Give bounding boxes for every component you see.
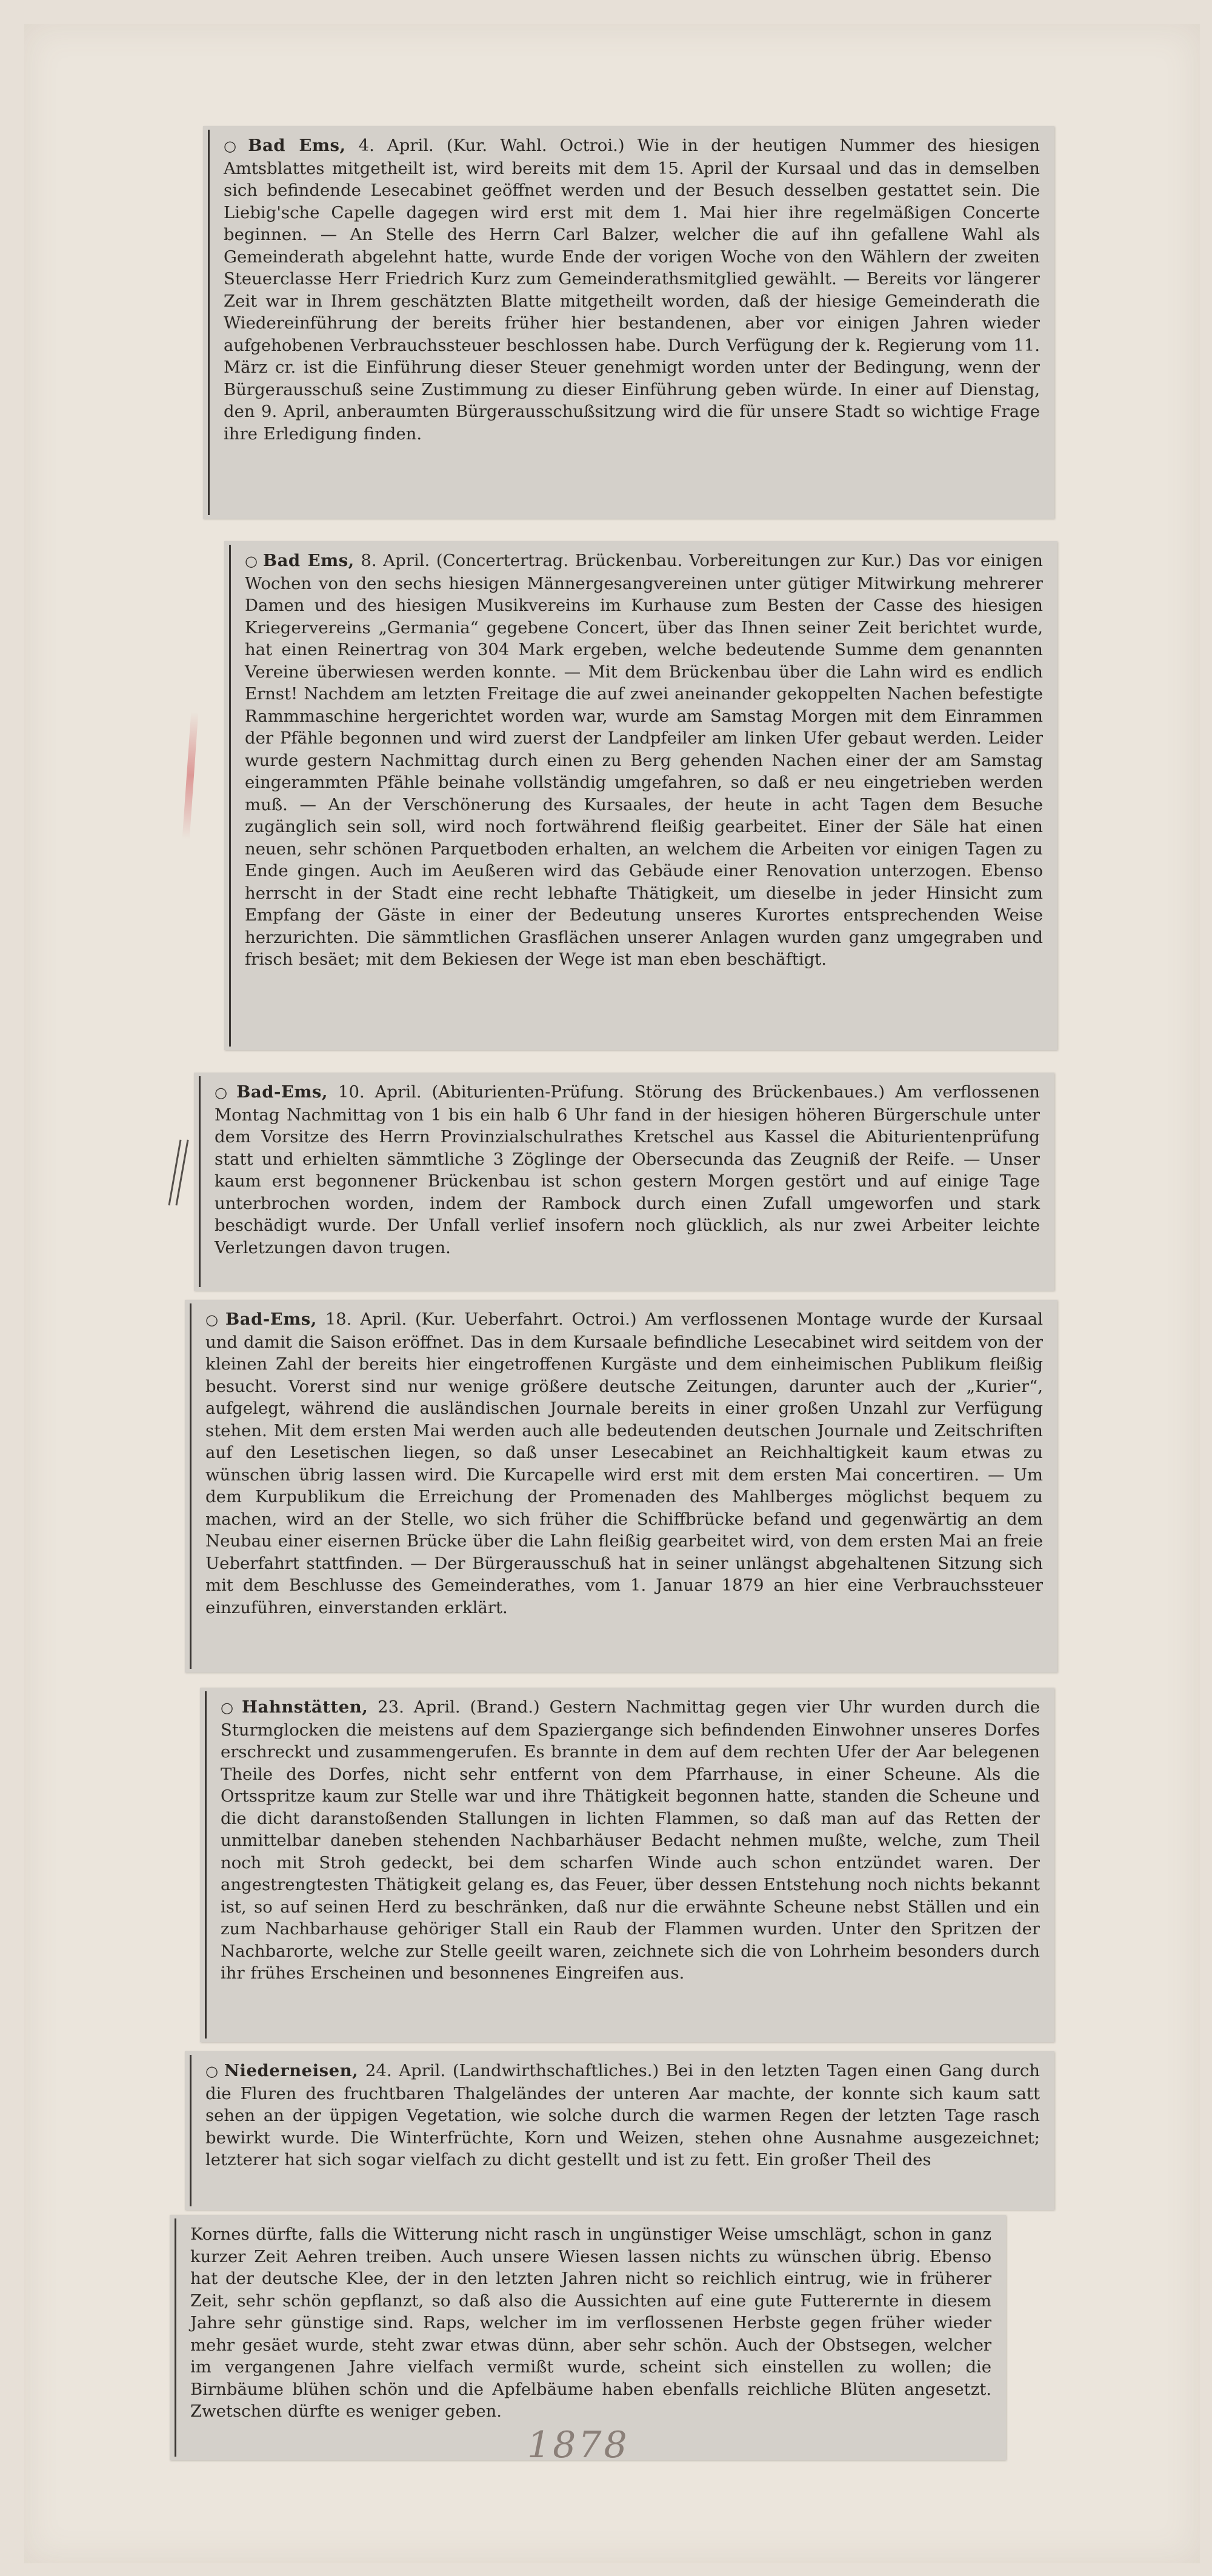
clipping-bad-ems-4-april	[203, 126, 1054, 519]
clipping-text	[205, 2060, 1040, 2171]
clipping-body: Kornes dürfte, falls die Witterung nicht rasch in ungünstiger Weise umschlägt, schon in ganz kurzer Zeit Aehren treiben. Auch unsere Wiesen lassen nichts zu wünschen übrig. Ebenso hat der deutsche Klee, der in den letzten Jahren nicht so reichlich eintrug, wie in früherer Zeit, sehr schön gepflanzt, so daß also die Aussichten auf eine gute Futterernte in diesem Jahre sehr günstige sind. Raps, welcher im im verflossenen Herbste gegen früher wieder mehr gesäet wurde, steht zwar etwas dünn, aber sehr schön. Auch der Obstsegen, welcher im vergangenen Jahre vielfach vermißt wurde, scheint sich einstellen zu wollen; die Birnbäume blühen schön und die Apfelbäume haben ebenfalls reichliche Blüten angesetzt. Zwetschen dürfte es weniger geben.	[190, 2225, 991, 2421]
clipping-text	[215, 1081, 1040, 1259]
clipping-bad-ems-10-april	[194, 1073, 1054, 1291]
clipping-text	[245, 550, 1043, 971]
clipping-hahnstaetten-23-april	[200, 1688, 1054, 2042]
circle-icon: ○	[215, 1084, 232, 1101]
clipping-bad-ems-18-april	[185, 1300, 1057, 1672]
clipping-body: 23. April. (Brand.) Gestern Nachmittag gegen vier Uhr wurden durch die Sturmglocken die meistens auf dem Spaziergange sich befindenden Einwohner unseres Dorfes erschreckt und zusammengerufen. Es brannte in dem auf dem rechten Ufer der Aar belegenen Theile des Dorfes, nicht sehr entfernt von dem Pfarrhause, in einer Scheune. Als die Ortsspritze kaum zur Stelle war und ihre Thätigkeit begonnen hatte, standen die Scheune und die dicht daranstoßenden Stallungen in lichten Flammen, so daß man auf das Retten der unmittelbar daneben stehenden Nachbarhäuser Bedacht nehmen mußte, welche, zum Theil noch mit Stroh gedeckt, bei dem scharfen Winde auch schon entzündet waren. Der angestrengtesten Thätigkeit gelang es, das Feuer, über dessen Entstehung noch nichts bekannt ist, so auf seinen Herd zu beschränken, daß nur die erwähnte Scheune nebst Ställen und ein zum Nachbarhause gehöriger Stall ein Raub der Flammen wurden. Unter den Spritzen der Nachbarorte, welche zur Stelle geeilt waren, zeichnete sich die von Lohrheim besonders durch ihr frühes Erscheinen und besonnenes Eingreifen aus.	[221, 1697, 1040, 1983]
pencil-margin-mark	[173, 1139, 186, 1206]
clipping-bad-ems-8-april	[224, 541, 1057, 1050]
circle-icon: ○	[205, 1311, 221, 1328]
clipping-dateline: Bad-Ems,	[236, 1082, 328, 1102]
circle-icon: ○	[245, 553, 258, 570]
clipping-text	[205, 1308, 1043, 1619]
clipping-dateline: Hahnstätten,	[242, 1697, 368, 1717]
clipping-dateline: Bad Ems,	[262, 551, 355, 570]
clipping-dateline: Bad Ems,	[248, 136, 346, 155]
handwritten-year-note: 1878	[527, 2424, 630, 2466]
clipping-text	[221, 1696, 1040, 1985]
circle-icon: ○	[205, 2063, 219, 2080]
clipping-body: 4. April. (Kur. Wahl. Octroi.) Wie in der heutigen Nummer des hiesigen Amtsblattes mitgetheilt ist, wird bereits mit dem 15. April der Kursaal und das in demselben sich befindende Lesecabinet geöffnet werden und der Besuch desselben gestattet sein. Die Liebig'sche Capelle dagegen wird erst mit dem 1. Mai hier ihre regelmäßigen Concerte beginnen. — An Stelle des Herrn Carl Balzer, welcher die auf ihn gefallene Wahl als Gemeinderath abgelehnt hatte, wurde Ende der vorigen Woche von den Wählern der zweiten Steuerclasse Herr Friedrich Kurz zum Gemeinderathsmitglied gewählt. — Bereits vor längerer Zeit war in Ihrem geschätzten Blatte mitgetheilt worden, daß der hiesige Gemeinderath die Wiedereinführung der bereits früher hier bestandenen, aber vor einigen Jahren wieder aufgehobenen Verbrauchssteuer beschlossen habe. Durch Verfügung der k. Regierung vom 11. März cr. ist die Einführung dieser Steuer genehmigt worden unter der Bedingung, wenn der Bürgerausschuß seine Zustimmung zu dieser Einführung geben würde. In einer auf Dienstag, den 9. April, anberaumten Bürgerausschußsitzung wird die für unsere Stadt so wichtige Frage ihre Erledigung finden.	[224, 136, 1041, 444]
clipping-body: 18. April. (Kur. Ueberfahrt. Octroi.) Am verflossenen Montage wurde der Kursaal und damit die Saison eröffnet. Das in dem Kursaale befindliche Lesecabinet wird seitdem von der kleinen Zahl der bereits hier eingetroffenen Kurgäste und dem einheimischen Publikum fleißig besucht. Vorerst sind nur wenige größere deutsche Zeitungen, darunter auch der „Kurier“, aufgelegt, während die ausländischen Journale bereits in einer großen Unzahl zur Verfügung stehen. Mit dem ersten Mai werden auch alle bedeutenden deutschen Journale und Zeitschriften auf den Lesetischen liegen, so daß unser Lesecabinet an Reichhaltigkeit kaum etwas zu wünschen übrig lassen wird. Die Kurcapelle wird erst mit dem ersten Mai concertiren. — Um dem Kurpublikum die Erreichung der Promenaden des Mahlberges möglichst bequem zu machen, wird an der Stelle, wo sich früher die Schiffbrücke befand und gegenwärtig an dem Neubau einer eisernen Brücke über die Lahn fleißig gearbeitet wird, von dem ersten Mai an freie Ueberfahrt stattfinden. — Der Bürgerausschuß hat in seiner unlängst abgehaltenen Sitzung sich mit dem Beschlusse des Gemeinderathes, vom 1. Januar 1879 an hier eine Verbrauchssteuer einzuführen, einverstanden erklärt.	[205, 1310, 1043, 1617]
clipping-body: 10. April. (Abiturienten-Prüfung. Störung des Brückenbaues.) Am verflossenen Montag Nachmittag von 1 bis ein halb 6 Uhr fand in der hiesigen höheren Bürgerschule unter dem Vorsitze des Herrn Provinzialschulrathes Kretschel aus Kassel die Abiturientenprüfung statt und erhielten sämmtliche 3 Zöglinge der Obersecunda das Zeugniß der Reife. — Unser kaum erst begonnener Brückenbau ist schon gestern Morgen gestört und auf einige Tage unterbrochen worden, indem der Rambock durch einen Zufall umgeworfen und stark beschädigt wurde. Der Unfall verlief insofern noch glücklich, als nur zwei Arbeiter leichte Verletzungen davon trugen.	[215, 1082, 1040, 1257]
circle-icon: ○	[224, 138, 244, 155]
clipping-dateline: Bad-Ems,	[225, 1310, 317, 1329]
clipping-niederneisen-24-april	[185, 2051, 1054, 2210]
clipping-text	[224, 135, 1040, 445]
clipping-text	[190, 2223, 991, 2423]
clipping-dateline: Niederneisen,	[224, 2061, 359, 2080]
circle-icon: ○	[221, 1699, 238, 1716]
clipping-body: 8. April. (Concertertrag. Brückenbau. Vorbereitungen zur Kur.) Das vor einigen Wochen von den sechs hiesigen Männergesangvereinen unter gütiger Mitwirkung mehrerer Damen und des hiesigen Musikvereins im Kurhause zum Besten der Casse des hiesigen Kriegervereins „Germania“ gegebene Concert, über das Ihnen seiner Zeit berichtet wurde, hat einen Reinertrag von 304 Mark ergeben, welche bedeutende Summe dem genannten Vereine überwiesen werden konnte. — Mit dem Brückenbau über die Lahn wird es endlich Ernst! Nachdem am letzten Freitage die auf zwei aneinander gekoppelten Nachen befestigte Rammmaschine hergerichtet worden war, wurde am Samstag Morgen mit dem Einrammen der Pfähle begonnen und wird zuerst der Landpfeiler am linken Ufer gebaut werden. Leider wurde gestern Nachmittag durch einen zu Berg gehenden Nachen einer der am Samstag eingerammten Pfähle beinahe vollständig umgefahren, so daß er neu eingetrieben werden muß. — An der Verschönerung des Kursaales, der heute in acht Tagen dem Besuche zugänglich sein soll, wird noch fortwährend fleißig gearbeitet. Einer der Säle hat einen neuen, sehr schönen Parquetboden erhalten, an welchem die Arbeiten vor einigen Tagen zu Ende gingen. Auch im Aeußeren wird das Gebäude einer Renovation unterzogen. Ebenso herrscht in der Stadt eine recht lebhafte Thätigkeit, um dieselbe in jeder Hinsicht zum Empfang der Gäste in einer der Bedeutung unseres Kurortes entsprechenden Weise herzurichten. Die sämmtlichen Grasflächen unserer Anlagen wurden ganz umgegraben und frisch besäet; mit dem Bekiesen der Wege ist man eben beschäftigt.	[245, 551, 1043, 969]
clipping-body: 24. April. (Landwirthschaftliches.) Bei in den letzten Tagen einen Gang durch die Fluren des fruchtbaren Thalgeländes der unteren Aar machte, der konnte sich kaum satt sehen an der üppigen Vegetation, wie solche durch die warmen Regen der letzten Tage rasch bewirkt wurde. Die Winterfrüchte, Korn und Weizen, stehen ohne Ausnahme ausgezeichnet; letzterer hat sich sogar vielfach zu dicht gestellt und ist zu fett. Ein großer Theil des	[205, 2061, 1040, 2169]
